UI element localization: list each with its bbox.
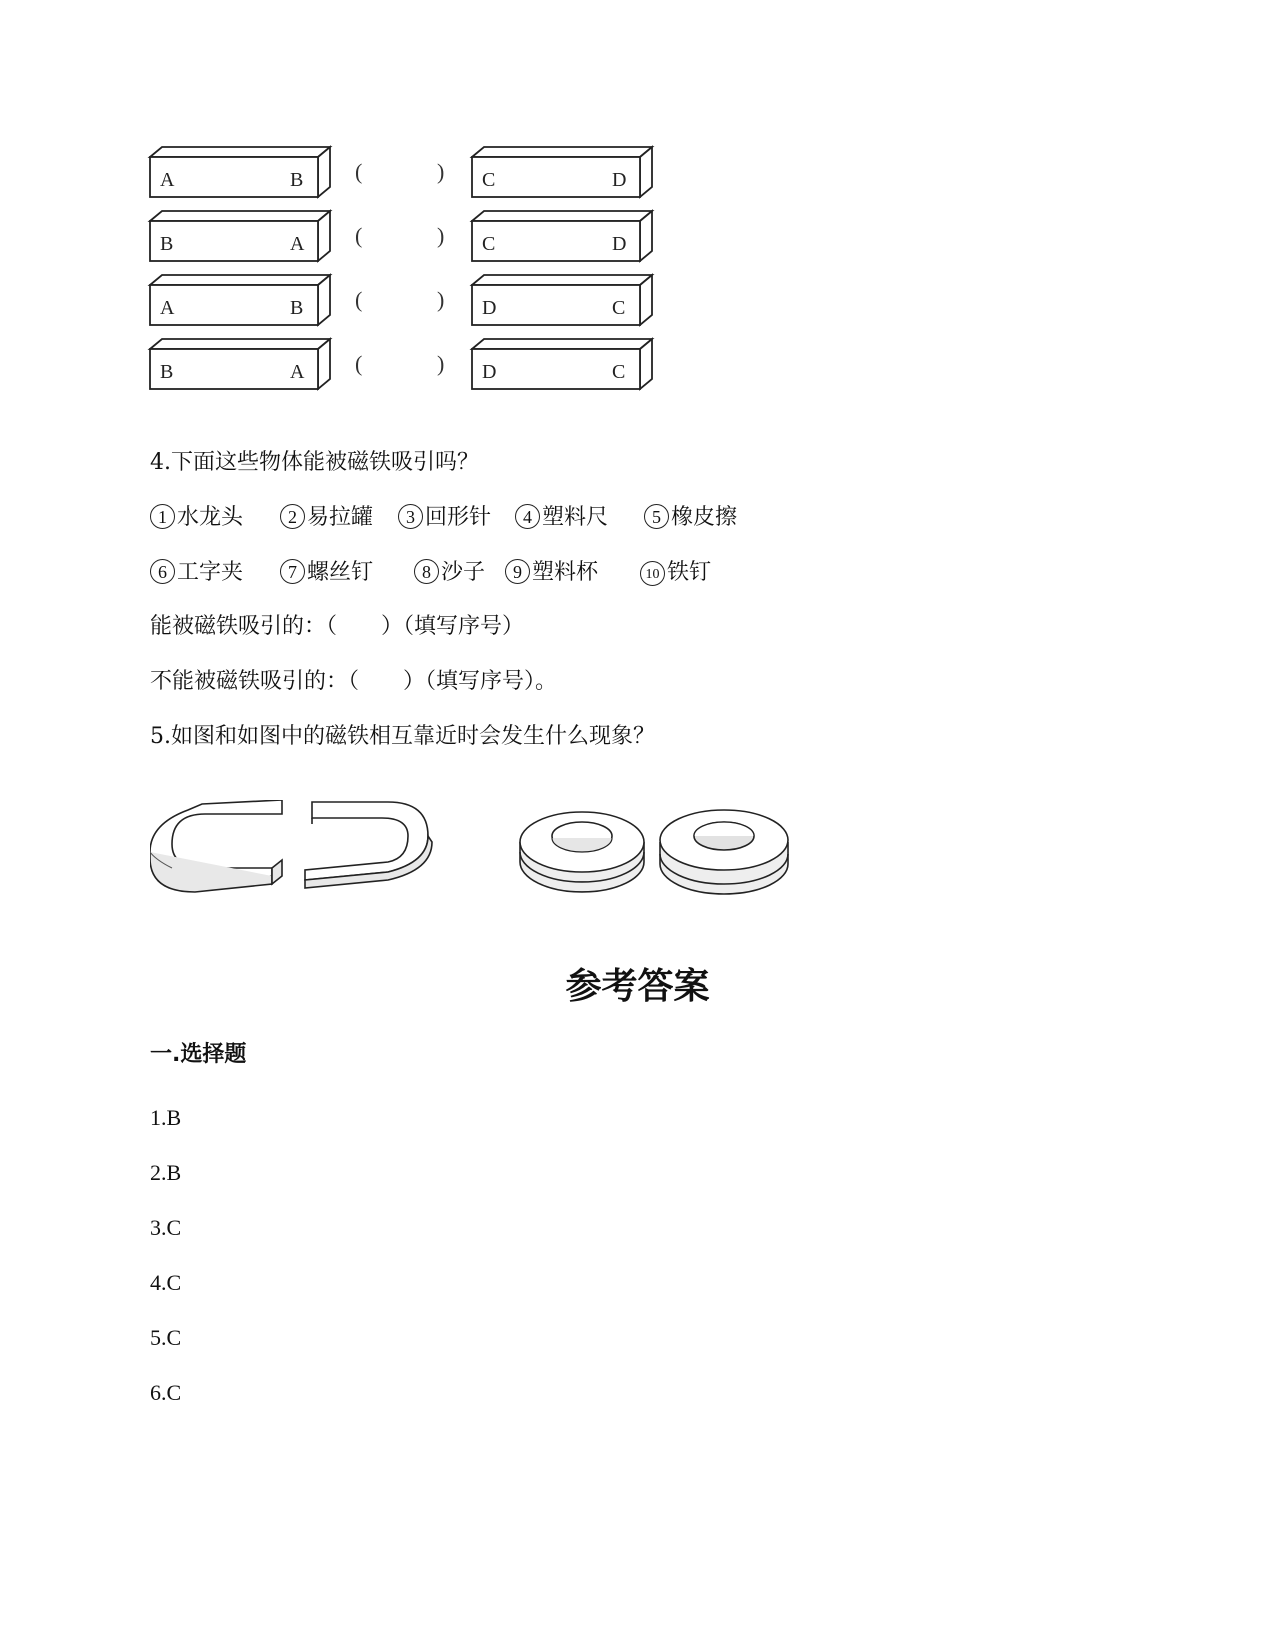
pole-label: C [612, 361, 626, 383]
q4-item [644, 503, 737, 533]
q4-item [515, 503, 608, 533]
bar-magnet-left [150, 145, 335, 201]
item-label: 工字夹 [177, 560, 244, 585]
pole-label: A [290, 361, 305, 383]
q4-item [280, 503, 373, 533]
pole-label: C [482, 233, 496, 255]
bar-magnet-left [150, 209, 335, 265]
bar-magnet-left [150, 273, 335, 329]
pole-label: C [482, 169, 496, 191]
pole-label: A [290, 233, 305, 255]
answer-item: 2.B [150, 1160, 182, 1185]
pole-label: C [612, 297, 626, 319]
q4-item [280, 558, 373, 588]
q4-item [505, 558, 598, 588]
q4-item [640, 558, 711, 588]
bar-magnet-row [150, 337, 690, 393]
pole-label: D [482, 361, 497, 383]
item-label: 沙子 [441, 560, 486, 585]
pole-label: B [290, 297, 304, 319]
q4-not-attract-line: 不能被磁铁吸引的：（ ）（填写序号）。 [150, 669, 558, 694]
ring-magnet-stack-2 [660, 810, 788, 894]
circled-number: 6 [150, 559, 175, 584]
item-label: 易拉罐 [307, 505, 374, 530]
pole-label: A [160, 169, 175, 191]
bar-magnet-right [472, 337, 657, 393]
circled-number: 7 [280, 559, 305, 584]
paren-close: ) [437, 351, 445, 376]
pole-label: D [612, 233, 627, 255]
circled-number: 5 [644, 504, 669, 529]
answer-item: 1.B [150, 1105, 182, 1130]
magnet-figures [150, 800, 830, 910]
paren-open: ( [355, 223, 363, 248]
section-title: 一.选择题 [150, 1042, 247, 1067]
item-label: 回形针 [425, 505, 492, 530]
answer-item: 6.C [150, 1380, 182, 1405]
item-label: 铁钉 [667, 560, 712, 585]
answer-item: 5.C [150, 1325, 182, 1350]
bar-magnet-left [150, 337, 335, 393]
pole-label: A [160, 297, 175, 319]
circled-number: 1 [150, 504, 175, 529]
paren-open: ( [355, 287, 363, 312]
paren-open: ( [355, 351, 363, 376]
pole-label: D [482, 297, 497, 319]
pole-label: B [160, 361, 174, 383]
item-label: 塑料杯 [532, 560, 599, 585]
q4-item [414, 558, 485, 588]
bar-magnet-row [150, 273, 690, 329]
question-5-title: 5.如图和如图中的磁铁相互靠近时会发生什么现象？ [150, 724, 655, 749]
bar-magnet-row [150, 209, 690, 265]
pole-label: D [612, 169, 627, 191]
paren-close: ) [437, 159, 445, 184]
paren-close: ) [437, 223, 445, 248]
q4-attract-line: 能被磁铁吸引的：（ ）（填写序号） [150, 614, 525, 639]
ring-magnet-stack-1 [520, 812, 644, 892]
bar-magnet-row [150, 145, 690, 201]
pole-label: B [160, 233, 174, 255]
question-4-title: 4.下面这些物体能被磁铁吸引吗？ [150, 450, 479, 475]
circled-number: 10 [640, 561, 665, 586]
item-label: 水龙头 [177, 505, 244, 530]
circled-number: 4 [515, 504, 540, 529]
q4-item [150, 503, 243, 533]
item-label: 螺丝钉 [307, 560, 374, 585]
item-label: 橡皮擦 [671, 505, 738, 530]
paren-close: ) [437, 287, 445, 312]
answer-item: 3.C [150, 1215, 182, 1240]
bar-magnet-right [472, 145, 657, 201]
item-label: 塑料尺 [542, 505, 609, 530]
answer-item: 4.C [150, 1270, 182, 1295]
circled-number: 9 [505, 559, 530, 584]
circled-number: 2 [280, 504, 305, 529]
q4-item [398, 503, 491, 533]
paren-open: ( [355, 159, 363, 184]
u-magnet-left [150, 800, 282, 892]
answer-heading: 参考答案 [565, 966, 710, 1007]
bar-magnet-right [472, 209, 657, 265]
bar-magnet-right [472, 273, 657, 329]
bar-magnet-figure [150, 145, 690, 405]
circled-number: 8 [414, 559, 439, 584]
u-magnet-right [305, 802, 432, 888]
pole-label: B [290, 169, 304, 191]
q4-item [150, 558, 243, 588]
circled-number: 3 [398, 504, 423, 529]
